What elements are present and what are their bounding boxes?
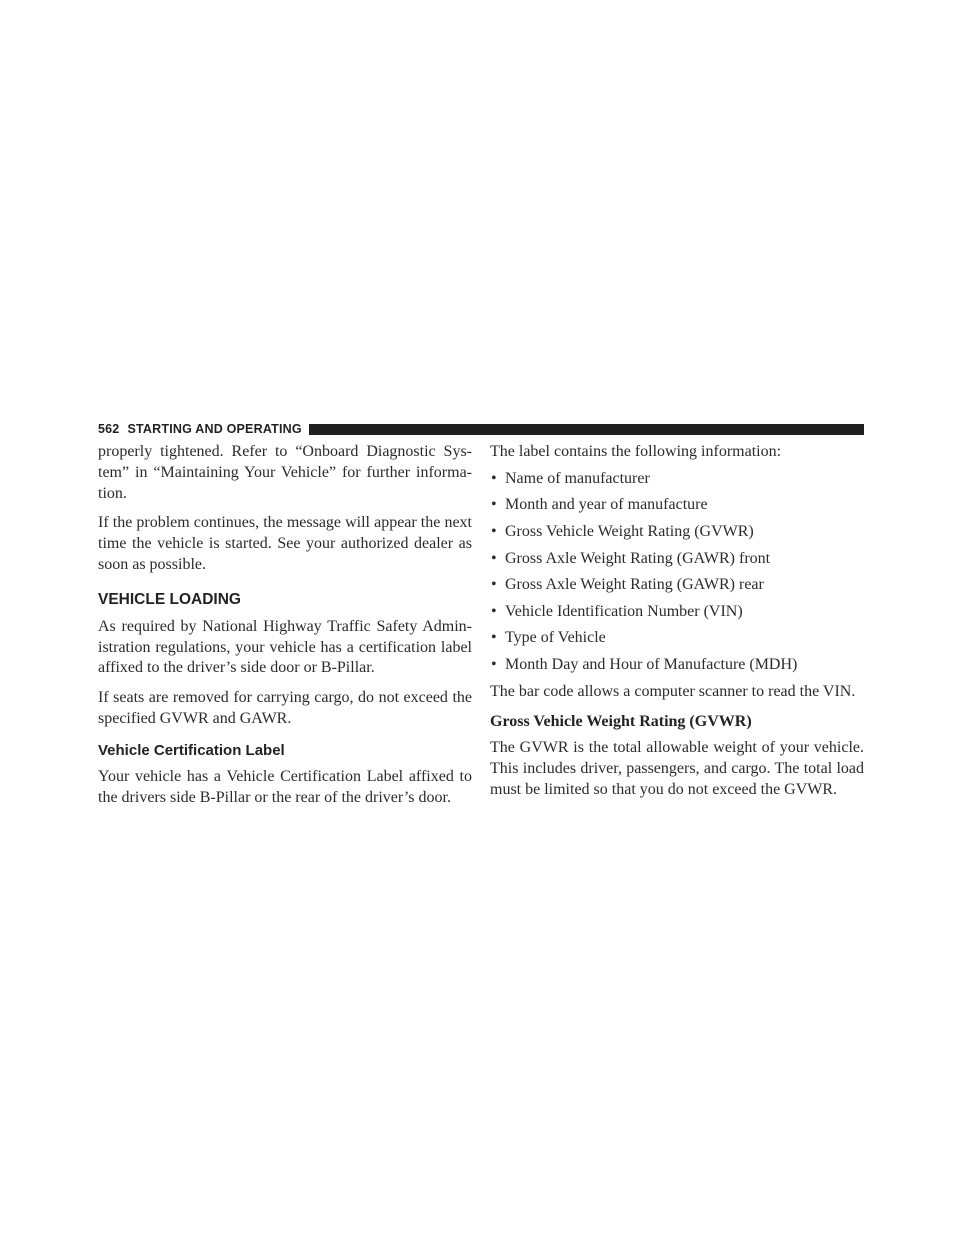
list-item (490, 655, 864, 676)
paragraph-gvwr: The GVWR is the total allowable weight of your vehicle. This includes driver, passengers, and cargo. The total load must be limited so that you do not exceed the GVWR. (490, 739, 864, 798)
page-number: 562 (98, 422, 120, 436)
list-item-text: Gross Vehicle Weight Rating (GVWR) (505, 522, 754, 540)
bullet-icon: • (491, 522, 497, 540)
bullet-icon: • (491, 602, 497, 620)
bullet-icon: • (491, 469, 497, 487)
list-item (490, 575, 864, 596)
paragraph-label-contains: The label contains the following information: (490, 443, 782, 460)
list-item-text: Type of Vehicle (505, 629, 606, 647)
list-item (490, 495, 864, 516)
paragraph-nhtsa-regulations: As required by National Highway Traffic Safety Admin-istration regulations, your vehicle has a certification label affixed to the driver’s side door or B-Pillar. (98, 617, 472, 677)
paragraph-problem-continues: If the problem continues, the message will appear the next time the vehicle is started. See your authorized dealer as soon as possible. (98, 514, 472, 573)
paragraph-seats-removed: If seats are removed for carrying cargo, do not exceed the specified GVWR and GAWR. (98, 689, 472, 727)
list-item (490, 469, 864, 490)
bullet-icon: • (491, 549, 497, 567)
list-item-text: Gross Axle Weight Rating (GAWR) rear (505, 576, 764, 594)
subheading-gvwr: Gross Vehicle Weight Rating (GVWR) (490, 713, 752, 731)
list-item-text: Month Day and Hour of Manufacture (MDH) (505, 655, 798, 673)
list-item-text: Name of manufacturer (505, 469, 650, 487)
label-info-list (490, 469, 864, 676)
bullet-icon: • (491, 496, 497, 514)
subheading-vehicle-certification-label: Vehicle Certification Label (98, 741, 285, 759)
right-column (490, 442, 864, 801)
heading-vehicle-loading: VEHICLE LOADING (98, 590, 241, 608)
left-column (98, 442, 472, 808)
bullet-icon: • (491, 655, 497, 673)
list-item-text: Month and year of manufacture (505, 496, 708, 514)
list-item-text: Vehicle Identification Number (VIN) (505, 602, 743, 620)
paragraph-bar-code: The bar code allows a computer scanner to read the VIN. (490, 682, 856, 700)
bullet-icon: • (491, 629, 497, 647)
list-item-text: Gross Axle Weight Rating (GAWR) front (505, 549, 771, 567)
list-item (490, 602, 864, 623)
list-item (490, 549, 864, 570)
page-header (98, 418, 864, 440)
list-item (490, 522, 864, 543)
paragraph-certification-label: Your vehicle has a Vehicle Certification Label affixed to the drivers side B-Pillar or the rear of the driver’s door. (98, 767, 472, 806)
section-title: STARTING AND OPERATING (127, 422, 302, 436)
list-item (490, 628, 864, 649)
bullet-icon: • (491, 576, 497, 594)
header-rule (309, 424, 864, 435)
paragraph-onboard-diagnostic: properly tightened. Refer to “Onboard Diagnostic Sys-tem” in “Maintaining Your Vehicle” for further informa-tion. (98, 443, 472, 502)
